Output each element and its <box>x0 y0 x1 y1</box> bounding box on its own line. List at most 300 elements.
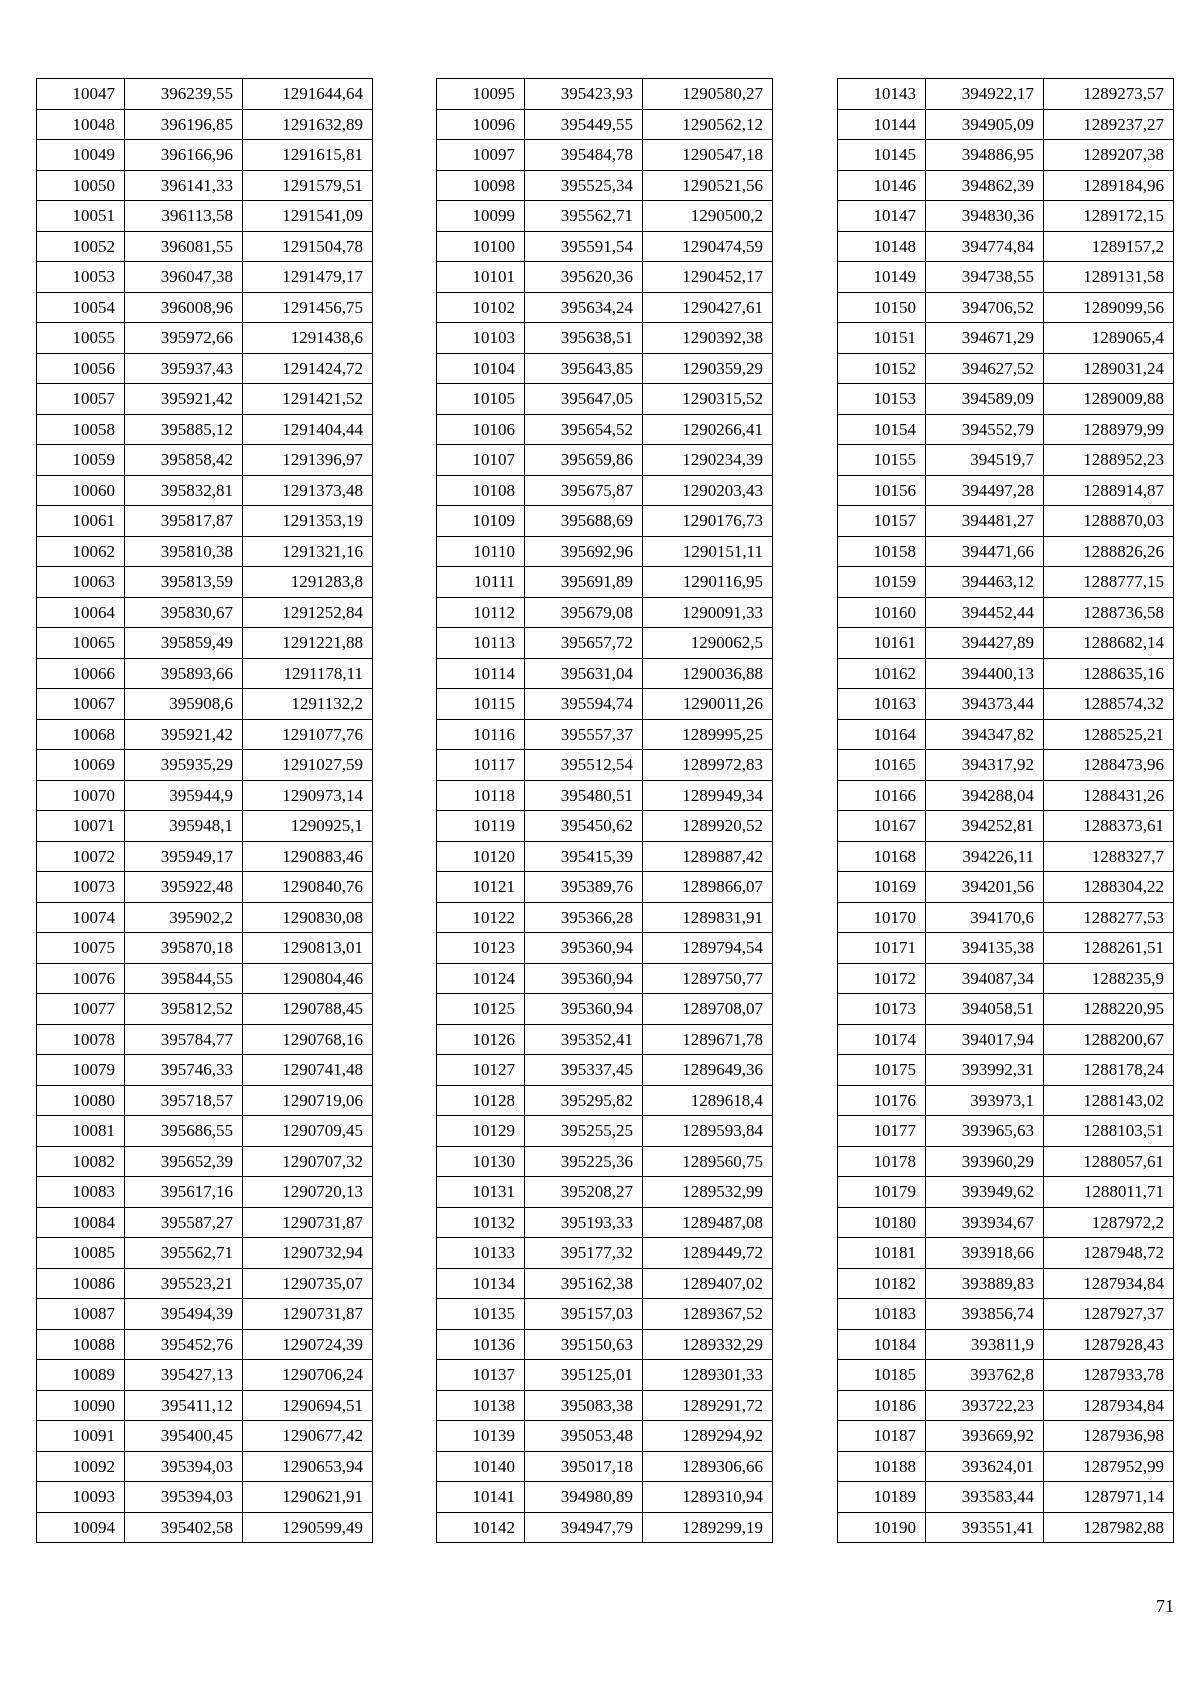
y-coordinate-cell: 1289184,96 <box>1044 170 1174 201</box>
table-row <box>838 79 1174 110</box>
table-row <box>437 597 773 628</box>
y-coordinate-cell: 1289131,58 <box>1044 262 1174 293</box>
point-id-cell: 10159 <box>838 567 926 598</box>
table-row <box>37 109 373 140</box>
point-id-cell: 10084 <box>37 1207 125 1238</box>
table-row <box>437 170 773 201</box>
x-coordinate-cell: 394017,94 <box>926 1024 1044 1055</box>
point-id-cell: 10137 <box>437 1360 525 1391</box>
point-id-cell: 10119 <box>437 811 525 842</box>
y-coordinate-cell: 1289649,36 <box>643 1055 773 1086</box>
point-id-cell: 10103 <box>437 323 525 354</box>
point-id-cell: 10063 <box>37 567 125 598</box>
y-coordinate-cell: 1290116,95 <box>643 567 773 598</box>
x-coordinate-cell: 395921,42 <box>125 384 243 415</box>
point-id-cell: 10092 <box>37 1451 125 1482</box>
table-row <box>37 79 373 110</box>
table-row <box>437 506 773 537</box>
x-coordinate-cell: 395812,52 <box>125 994 243 1025</box>
y-coordinate-cell: 1288143,02 <box>1044 1085 1174 1116</box>
table-row <box>37 323 373 354</box>
x-coordinate-cell: 395718,57 <box>125 1085 243 1116</box>
y-coordinate-cell: 1287952,99 <box>1044 1451 1174 1482</box>
point-id-cell: 10182 <box>838 1268 926 1299</box>
table-row <box>838 1299 1174 1330</box>
y-coordinate-cell: 1290883,46 <box>243 841 373 872</box>
table-row <box>37 231 373 262</box>
x-coordinate-cell: 394886,95 <box>926 140 1044 171</box>
x-coordinate-cell: 395922,48 <box>125 872 243 903</box>
y-coordinate-cell: 1289332,29 <box>643 1329 773 1360</box>
x-coordinate-cell: 393583,44 <box>926 1482 1044 1513</box>
table-row <box>437 1116 773 1147</box>
point-id-cell: 10076 <box>37 963 125 994</box>
point-id-cell: 10110 <box>437 536 525 567</box>
x-coordinate-cell: 393624,01 <box>926 1451 1044 1482</box>
table-row <box>437 719 773 750</box>
x-coordinate-cell: 395810,38 <box>125 536 243 567</box>
table-row <box>437 567 773 598</box>
table-row <box>838 1055 1174 1086</box>
point-id-cell: 10189 <box>838 1482 926 1513</box>
x-coordinate-cell: 395083,38 <box>525 1390 643 1421</box>
y-coordinate-cell: 1291456,75 <box>243 292 373 323</box>
y-coordinate-cell: 1291504,78 <box>243 231 373 262</box>
y-coordinate-cell: 1290720,13 <box>243 1177 373 1208</box>
y-coordinate-cell: 1289487,08 <box>643 1207 773 1238</box>
y-coordinate-cell: 1290653,94 <box>243 1451 373 1482</box>
point-id-cell: 10078 <box>37 1024 125 1055</box>
table-row <box>838 1451 1174 1482</box>
y-coordinate-cell: 1289995,25 <box>643 719 773 750</box>
table-row <box>838 597 1174 628</box>
y-coordinate-cell: 1288431,26 <box>1044 780 1174 811</box>
table-row <box>838 780 1174 811</box>
point-id-cell: 10140 <box>437 1451 525 1482</box>
y-coordinate-cell: 1291321,16 <box>243 536 373 567</box>
table-row <box>37 994 373 1025</box>
x-coordinate-cell: 395389,76 <box>525 872 643 903</box>
point-id-cell: 10179 <box>838 1177 926 1208</box>
y-coordinate-cell: 1290709,45 <box>243 1116 373 1147</box>
x-coordinate-cell: 395647,05 <box>525 384 643 415</box>
y-coordinate-cell: 1287936,98 <box>1044 1421 1174 1452</box>
point-id-cell: 10052 <box>37 231 125 262</box>
y-coordinate-cell: 1290706,24 <box>243 1360 373 1391</box>
y-coordinate-cell: 1288057,61 <box>1044 1146 1174 1177</box>
y-coordinate-cell: 1288914,87 <box>1044 475 1174 506</box>
x-coordinate-cell: 395017,18 <box>525 1451 643 1482</box>
table-row <box>437 658 773 689</box>
x-coordinate-cell: 394427,89 <box>926 628 1044 659</box>
y-coordinate-cell: 1287982,88 <box>1044 1512 1174 1543</box>
y-coordinate-cell: 1291283,8 <box>243 567 373 598</box>
x-coordinate-cell: 394400,13 <box>926 658 1044 689</box>
y-coordinate-cell: 1288200,67 <box>1044 1024 1174 1055</box>
point-id-cell: 10146 <box>838 170 926 201</box>
point-id-cell: 10117 <box>437 750 525 781</box>
y-coordinate-cell: 1290925,1 <box>243 811 373 842</box>
table-row <box>437 353 773 384</box>
y-coordinate-cell: 1290677,42 <box>243 1421 373 1452</box>
table-row <box>838 1085 1174 1116</box>
table-row <box>37 414 373 445</box>
point-id-cell: 10174 <box>838 1024 926 1055</box>
point-id-cell: 10141 <box>437 1482 525 1513</box>
table-row <box>37 170 373 201</box>
x-coordinate-cell: 395893,66 <box>125 658 243 689</box>
y-coordinate-cell: 1289407,02 <box>643 1268 773 1299</box>
x-coordinate-cell: 394252,81 <box>926 811 1044 842</box>
table-row <box>838 872 1174 903</box>
y-coordinate-cell: 1289887,42 <box>643 841 773 872</box>
x-coordinate-cell: 395844,55 <box>125 963 243 994</box>
table-row <box>437 1421 773 1452</box>
y-coordinate-cell: 1289237,27 <box>1044 109 1174 140</box>
point-id-cell: 10061 <box>37 506 125 537</box>
x-coordinate-cell: 395523,21 <box>125 1268 243 1299</box>
y-coordinate-cell: 1291178,11 <box>243 658 373 689</box>
x-coordinate-cell: 395177,32 <box>525 1238 643 1269</box>
x-coordinate-cell: 395494,39 <box>125 1299 243 1330</box>
table-row <box>838 658 1174 689</box>
table-row <box>437 1512 773 1543</box>
table-row <box>437 475 773 506</box>
point-id-cell: 10073 <box>37 872 125 903</box>
point-id-cell: 10111 <box>437 567 525 598</box>
x-coordinate-cell: 395937,43 <box>125 353 243 384</box>
table-row <box>838 384 1174 415</box>
point-id-cell: 10057 <box>37 384 125 415</box>
x-coordinate-cell: 394862,39 <box>926 170 1044 201</box>
point-id-cell: 10163 <box>838 689 926 720</box>
x-coordinate-cell: 395949,17 <box>125 841 243 872</box>
y-coordinate-cell: 1290452,17 <box>643 262 773 293</box>
point-id-cell: 10060 <box>37 475 125 506</box>
x-coordinate-cell: 396166,96 <box>125 140 243 171</box>
x-coordinate-cell: 395366,28 <box>525 902 643 933</box>
table-row <box>838 1268 1174 1299</box>
x-coordinate-cell: 394497,28 <box>926 475 1044 506</box>
point-id-cell: 10142 <box>437 1512 525 1543</box>
point-id-cell: 10075 <box>37 933 125 964</box>
point-id-cell: 10068 <box>37 719 125 750</box>
x-coordinate-cell: 395193,33 <box>525 1207 643 1238</box>
table-row <box>37 597 373 628</box>
y-coordinate-cell: 1291404,44 <box>243 414 373 445</box>
point-id-cell: 10153 <box>838 384 926 415</box>
x-coordinate-cell: 395813,59 <box>125 567 243 598</box>
y-coordinate-cell: 1291252,84 <box>243 597 373 628</box>
x-coordinate-cell: 395591,54 <box>525 231 643 262</box>
x-coordinate-cell: 395686,55 <box>125 1116 243 1147</box>
point-id-cell: 10048 <box>37 109 125 140</box>
y-coordinate-cell: 1290176,73 <box>643 506 773 537</box>
y-coordinate-cell: 1290804,46 <box>243 963 373 994</box>
x-coordinate-cell: 395657,72 <box>525 628 643 659</box>
x-coordinate-cell: 395484,78 <box>525 140 643 171</box>
x-coordinate-cell: 395935,29 <box>125 750 243 781</box>
x-coordinate-cell: 395652,39 <box>125 1146 243 1177</box>
x-coordinate-cell: 395255,25 <box>525 1116 643 1147</box>
x-coordinate-cell: 395908,6 <box>125 689 243 720</box>
table-row <box>838 140 1174 171</box>
y-coordinate-cell: 1290392,38 <box>643 323 773 354</box>
y-coordinate-cell: 1289310,94 <box>643 1482 773 1513</box>
y-coordinate-cell: 1288011,71 <box>1044 1177 1174 1208</box>
x-coordinate-cell: 395452,76 <box>125 1329 243 1360</box>
table-row <box>37 1238 373 1269</box>
x-coordinate-cell: 395617,16 <box>125 1177 243 1208</box>
x-coordinate-cell: 395423,93 <box>525 79 643 110</box>
x-coordinate-cell: 395746,33 <box>125 1055 243 1086</box>
x-coordinate-cell: 396008,96 <box>125 292 243 323</box>
point-id-cell: 10079 <box>37 1055 125 1086</box>
x-coordinate-cell: 395902,2 <box>125 902 243 933</box>
y-coordinate-cell: 1288178,24 <box>1044 1055 1174 1086</box>
table-row <box>37 1390 373 1421</box>
point-id-cell: 10143 <box>838 79 926 110</box>
x-coordinate-cell: 393960,29 <box>926 1146 1044 1177</box>
x-coordinate-cell: 395594,74 <box>525 689 643 720</box>
y-coordinate-cell: 1291421,52 <box>243 384 373 415</box>
table-row <box>838 1116 1174 1147</box>
x-coordinate-cell: 393856,74 <box>926 1299 1044 1330</box>
point-id-cell: 10139 <box>437 1421 525 1452</box>
y-coordinate-cell: 1287933,78 <box>1044 1360 1174 1391</box>
table-row <box>37 1329 373 1360</box>
table-row <box>437 292 773 323</box>
x-coordinate-cell: 394135,38 <box>926 933 1044 964</box>
point-id-cell: 10080 <box>37 1085 125 1116</box>
x-coordinate-cell: 394905,09 <box>926 109 1044 140</box>
point-id-cell: 10067 <box>37 689 125 720</box>
table-row <box>437 323 773 354</box>
y-coordinate-cell: 1290580,27 <box>643 79 773 110</box>
point-id-cell: 10134 <box>437 1268 525 1299</box>
x-coordinate-cell: 394552,79 <box>926 414 1044 445</box>
x-coordinate-cell: 395411,12 <box>125 1390 243 1421</box>
point-id-cell: 10181 <box>838 1238 926 1269</box>
table-row <box>838 231 1174 262</box>
y-coordinate-cell: 1290011,26 <box>643 689 773 720</box>
y-coordinate-cell: 1289306,66 <box>643 1451 773 1482</box>
x-coordinate-cell: 395948,1 <box>125 811 243 842</box>
y-coordinate-cell: 1289065,4 <box>1044 323 1174 354</box>
table-row <box>37 963 373 994</box>
table-row <box>838 414 1174 445</box>
x-coordinate-cell: 395394,03 <box>125 1482 243 1513</box>
x-coordinate-cell: 393965,63 <box>926 1116 1044 1147</box>
point-id-cell: 10188 <box>838 1451 926 1482</box>
x-coordinate-cell: 393973,1 <box>926 1085 1044 1116</box>
x-coordinate-cell: 395587,27 <box>125 1207 243 1238</box>
x-coordinate-cell: 394830,36 <box>926 201 1044 232</box>
table-row <box>437 1299 773 1330</box>
y-coordinate-cell: 1291615,81 <box>243 140 373 171</box>
table-row <box>838 323 1174 354</box>
x-coordinate-cell: 394201,56 <box>926 872 1044 903</box>
point-id-cell: 10056 <box>37 353 125 384</box>
table-row <box>437 841 773 872</box>
y-coordinate-cell: 1291132,2 <box>243 689 373 720</box>
x-coordinate-cell: 395360,94 <box>525 994 643 1025</box>
table-row <box>437 750 773 781</box>
y-coordinate-cell: 1290203,43 <box>643 475 773 506</box>
y-coordinate-cell: 1291632,89 <box>243 109 373 140</box>
table-row <box>37 353 373 384</box>
point-id-cell: 10065 <box>37 628 125 659</box>
coordinate-table-2 <box>436 78 773 1543</box>
table-row <box>437 1329 773 1360</box>
table-row <box>437 79 773 110</box>
x-coordinate-cell: 395631,04 <box>525 658 643 689</box>
x-coordinate-cell: 395692,96 <box>525 536 643 567</box>
table-row <box>37 384 373 415</box>
x-coordinate-cell: 395125,01 <box>525 1360 643 1391</box>
x-coordinate-cell: 394481,27 <box>926 506 1044 537</box>
x-coordinate-cell: 395634,24 <box>525 292 643 323</box>
point-id-cell: 10097 <box>437 140 525 171</box>
x-coordinate-cell: 395295,82 <box>525 1085 643 1116</box>
x-coordinate-cell: 394226,11 <box>926 841 1044 872</box>
point-id-cell: 10154 <box>838 414 926 445</box>
x-coordinate-cell: 395620,36 <box>525 262 643 293</box>
point-id-cell: 10115 <box>437 689 525 720</box>
table-row <box>838 475 1174 506</box>
table-row <box>437 1177 773 1208</box>
x-coordinate-cell: 393889,83 <box>926 1268 1044 1299</box>
table-row <box>37 536 373 567</box>
page-number: 71 <box>1156 1596 1174 1616</box>
y-coordinate-cell: 1290768,16 <box>243 1024 373 1055</box>
point-id-cell: 10190 <box>838 1512 926 1543</box>
point-id-cell: 10120 <box>437 841 525 872</box>
y-coordinate-cell: 1289708,07 <box>643 994 773 1025</box>
point-id-cell: 10096 <box>437 109 525 140</box>
table-row <box>37 1512 373 1543</box>
y-coordinate-cell: 1291396,97 <box>243 445 373 476</box>
table-row <box>437 1024 773 1055</box>
point-id-cell: 10145 <box>838 140 926 171</box>
point-id-cell: 10086 <box>37 1268 125 1299</box>
point-id-cell: 10098 <box>437 170 525 201</box>
table-row <box>37 750 373 781</box>
table-row <box>437 1238 773 1269</box>
y-coordinate-cell: 1290788,45 <box>243 994 373 1025</box>
table-row <box>437 1482 773 1513</box>
x-coordinate-cell: 394980,89 <box>525 1482 643 1513</box>
y-coordinate-cell: 1288635,16 <box>1044 658 1174 689</box>
point-id-cell: 10183 <box>838 1299 926 1330</box>
point-id-cell: 10149 <box>838 262 926 293</box>
x-coordinate-cell: 394947,79 <box>525 1512 643 1543</box>
y-coordinate-cell: 1290266,41 <box>643 414 773 445</box>
y-coordinate-cell: 1290359,29 <box>643 353 773 384</box>
point-id-cell: 10123 <box>437 933 525 964</box>
point-id-cell: 10113 <box>437 628 525 659</box>
y-coordinate-cell: 1288826,26 <box>1044 536 1174 567</box>
table-row <box>37 1421 373 1452</box>
point-id-cell: 10132 <box>437 1207 525 1238</box>
y-coordinate-cell: 1288304,22 <box>1044 872 1174 903</box>
y-coordinate-cell: 1288235,9 <box>1044 963 1174 994</box>
table-row <box>838 536 1174 567</box>
x-coordinate-cell: 395162,38 <box>525 1268 643 1299</box>
table-row <box>37 292 373 323</box>
y-coordinate-cell: 1289794,54 <box>643 933 773 964</box>
y-coordinate-cell: 1288952,23 <box>1044 445 1174 476</box>
point-id-cell: 10178 <box>838 1146 926 1177</box>
point-id-cell: 10172 <box>838 963 926 994</box>
point-id-cell: 10136 <box>437 1329 525 1360</box>
point-id-cell: 10100 <box>437 231 525 262</box>
y-coordinate-cell: 1290973,14 <box>243 780 373 811</box>
y-coordinate-cell: 1290830,08 <box>243 902 373 933</box>
point-id-cell: 10118 <box>437 780 525 811</box>
y-coordinate-cell: 1289949,34 <box>643 780 773 811</box>
point-id-cell: 10093 <box>37 1482 125 1513</box>
y-coordinate-cell: 1290741,48 <box>243 1055 373 1086</box>
table-row <box>437 963 773 994</box>
x-coordinate-cell: 394774,84 <box>926 231 1044 262</box>
table-row <box>838 750 1174 781</box>
x-coordinate-cell: 395150,63 <box>525 1329 643 1360</box>
point-id-cell: 10166 <box>838 780 926 811</box>
point-id-cell: 10177 <box>838 1116 926 1147</box>
y-coordinate-cell: 1288777,15 <box>1044 567 1174 598</box>
table-row <box>37 1055 373 1086</box>
y-coordinate-cell: 1288327,7 <box>1044 841 1174 872</box>
table-row <box>37 689 373 720</box>
x-coordinate-cell: 393722,23 <box>926 1390 1044 1421</box>
coordinate-table-1 <box>36 78 373 1543</box>
x-coordinate-cell: 395675,87 <box>525 475 643 506</box>
y-coordinate-cell: 1287928,43 <box>1044 1329 1174 1360</box>
point-id-cell: 10112 <box>437 597 525 628</box>
point-id-cell: 10187 <box>838 1421 926 1452</box>
table-row <box>437 933 773 964</box>
table-row <box>437 628 773 659</box>
x-coordinate-cell: 394519,7 <box>926 445 1044 476</box>
y-coordinate-cell: 1287972,2 <box>1044 1207 1174 1238</box>
coordinate-table-3 <box>837 78 1174 1543</box>
point-id-cell: 10082 <box>37 1146 125 1177</box>
x-coordinate-cell: 396081,55 <box>125 231 243 262</box>
point-id-cell: 10055 <box>37 323 125 354</box>
table-row <box>37 140 373 171</box>
table-row <box>37 841 373 872</box>
y-coordinate-cell: 1289671,78 <box>643 1024 773 1055</box>
y-coordinate-cell: 1289099,56 <box>1044 292 1174 323</box>
y-coordinate-cell: 1290062,5 <box>643 628 773 659</box>
x-coordinate-cell: 393811,9 <box>926 1329 1044 1360</box>
table-row <box>37 567 373 598</box>
x-coordinate-cell: 394288,04 <box>926 780 1044 811</box>
x-coordinate-cell: 394373,44 <box>926 689 1044 720</box>
point-id-cell: 10051 <box>37 201 125 232</box>
table-row <box>437 231 773 262</box>
point-id-cell: 10050 <box>37 170 125 201</box>
x-coordinate-cell: 394671,29 <box>926 323 1044 354</box>
y-coordinate-cell: 1289972,83 <box>643 750 773 781</box>
point-id-cell: 10072 <box>37 841 125 872</box>
point-id-cell: 10176 <box>838 1085 926 1116</box>
table-row <box>838 109 1174 140</box>
point-id-cell: 10095 <box>437 79 525 110</box>
table-row <box>437 780 773 811</box>
x-coordinate-cell: 395352,41 <box>525 1024 643 1055</box>
